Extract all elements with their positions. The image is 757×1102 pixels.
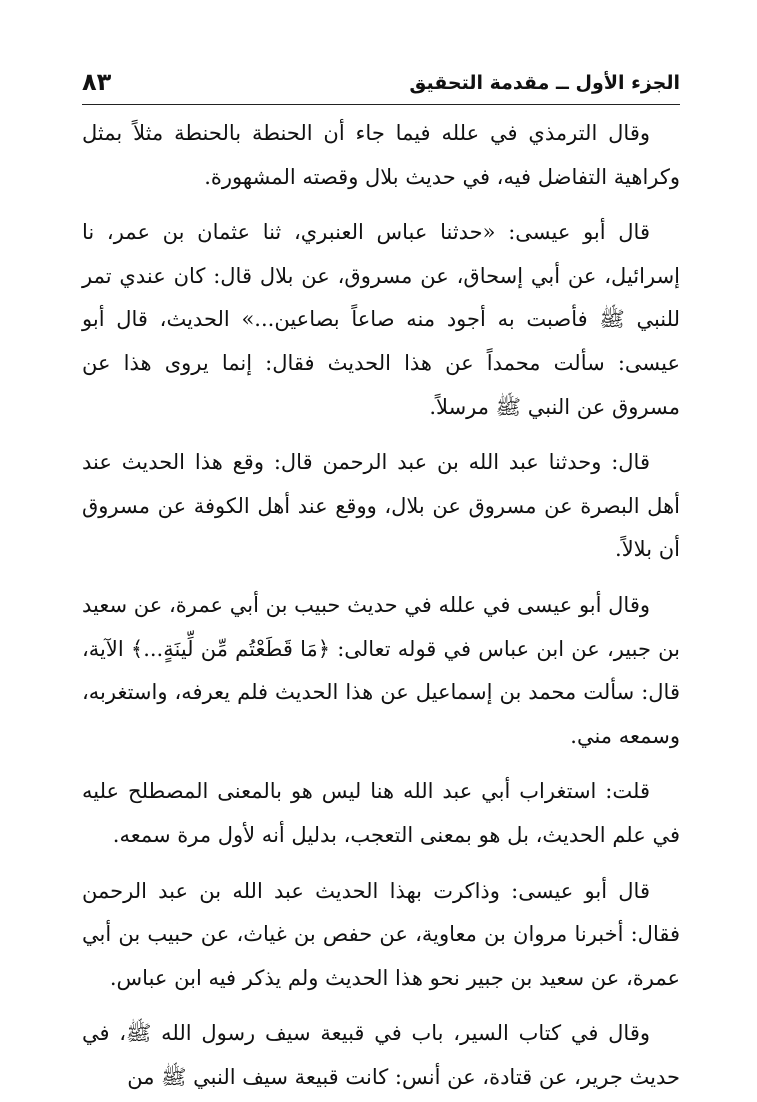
- paragraph-mudhakara: قال أبو عيسى: وذاكرت بهذا الحديث عبد الله بن عبد الرحمن فقال: أخبرنا مروان بن معاوية، عن حفص بن غياث، عن حبيب بن أبي عمرة، عن سعيد بن جبير نحو هذا الحديث ولم يذكر فيه ابن عباس.: [82, 878, 680, 990]
- paragraph-abdullah-basra: قال: وحدثنا عبد الله بن عبد الرحمن قال: وقع هذا الحديث عند أهل البصرة عن مسروق عن بلال، ووقع عند أهل الكوفة عن مسروق أن بلالاً.: [82, 450, 680, 562]
- paragraph-kitab-al-siyar: وقال في كتاب السير، باب في قبيعة سيف رسول الله ﷺ، في حديث جرير، عن قتادة، عن أنس: كانت قبيعة سيف النبي ﷺ من: [82, 1021, 680, 1089]
- body-text: [82, 112, 680, 1099]
- paragraph-abu-isa-bilal: قال أبو عيسى: «حدثنا عباس العنبري، ثنا عثمان بن عمر، نا إسرائيل، عن أبي إسحاق، عن مسروق، عن بلال قال: كان عندي تمر للنبي ﷺ فأصبت به أجود منه صاعاً بصاعين...» الحديث، قال أبو عيسى: سألت محمداً عن هذا الحديث فقال: إنما يروى هذا عن مسروق عن النبي ﷺ مرسلاً.: [82, 220, 680, 419]
- paragraph-habib-ibn-abi-amra: وقال أبو عيسى في علله في حديث حبيب بن أبي عمرة، عن سعيد بن جبير، عن ابن عباس في قوله تعالى: ﴿مَا قَطَعْتُم مِّن لِّينَةٍ...﴾ الآية، قال: سألت محمد بن إسماعيل عن هذا الحديث فلم يعرفه، واستغربه، وسمعه مني.: [82, 592, 680, 748]
- header-divider: [82, 104, 680, 105]
- running-header: [82, 66, 680, 106]
- page-number: ٨٣: [82, 68, 112, 96]
- paragraph-tirmidhi-ilal: وقال الترمذي في علله فيما جاء أن الحنطة بالحنطة مثلاً بمثل وكراهية التفاضل فيه، في حديث بلال وقصته المشهورة.: [82, 121, 680, 189]
- paragraph-qultu-istighrab: قلت: استغراب أبي عبد الله هنا ليس هو بالمعنى المصطلح عليه في علم الحديث، بل هو بمعنى التعجب، بدليل أنه لأول مرة سمعه.: [82, 779, 680, 847]
- header-title: الجزء الأول ــ مقدمة التحقيق: [409, 72, 680, 94]
